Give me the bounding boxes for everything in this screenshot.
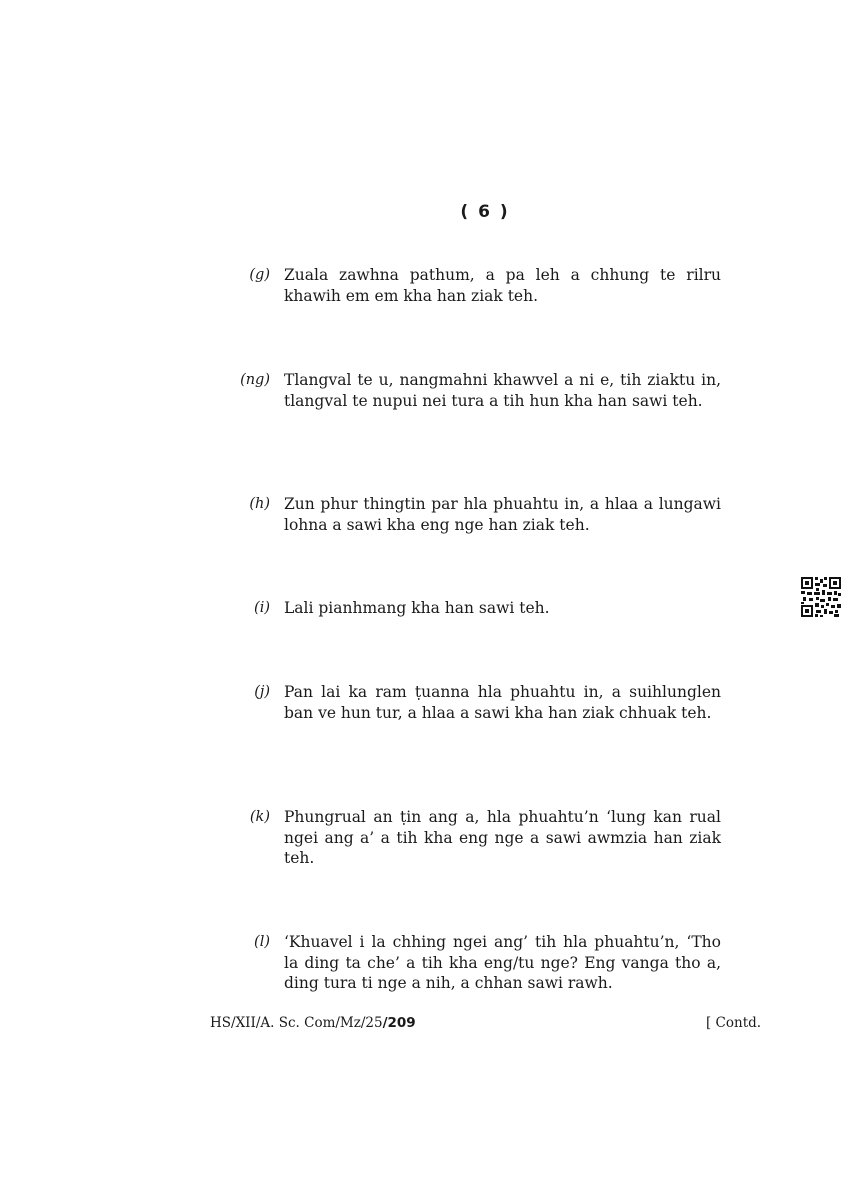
paper-code-prefix: HS/XII/A. Sc. Com/Mz/25 xyxy=(210,1015,383,1031)
paper-code-suffix: /209 xyxy=(382,1015,416,1031)
question-label: (k) xyxy=(249,809,270,825)
question-label: (i) xyxy=(254,600,270,616)
question-label: (h) xyxy=(249,496,270,512)
question-text: Pan lai ka ram ṭuanna hla phuahtu in, a suihlunglen ban ve hun tur, a hlaa a sawi kha han ziak chhuak teh. xyxy=(284,683,721,722)
continued-marker: [ Contd. xyxy=(706,1015,762,1031)
question-label: (l) xyxy=(254,934,270,950)
question-text: Tlangval te u, nangmahni khawvel a ni e, tih ziaktu in, tlangval te nupui nei tura a tih hun kha han sawi teh. xyxy=(284,371,721,410)
page-number: ( 6 ) xyxy=(460,202,510,222)
question-text: Lali pianhmang kha han sawi teh. xyxy=(284,599,550,617)
question-text: Phungrual an ṭin ang a, hla phuahtu’n ‘lung kan rual ngei ang a’ a tih kha eng nge a sawi awmzia han ziak teh. xyxy=(284,808,721,867)
question-label: (ng) xyxy=(240,372,270,388)
question-text: ‘Khuavel i la chhing ngei ang’ tih hla phuahtu’n, ‘Tho la ding ta che’ a tih kha eng/tu nge? Eng vanga tho a, ding tura ti nge a nih, a chhan sawi rawh. xyxy=(284,933,721,992)
question-label: (g) xyxy=(249,267,270,283)
qr-code-icon xyxy=(801,577,841,617)
paper-code xyxy=(210,1015,416,1031)
question-label: (j) xyxy=(254,684,270,700)
question-text: Zun phur thingtin par hla phuahtu in, a hlaa a lungawi lohna a sawi kha eng nge han ziak teh. xyxy=(284,495,721,534)
question-text: Zuala zawhna pathum, a pa leh a chhung te rilru khawih em em kha han ziak teh. xyxy=(284,266,721,305)
